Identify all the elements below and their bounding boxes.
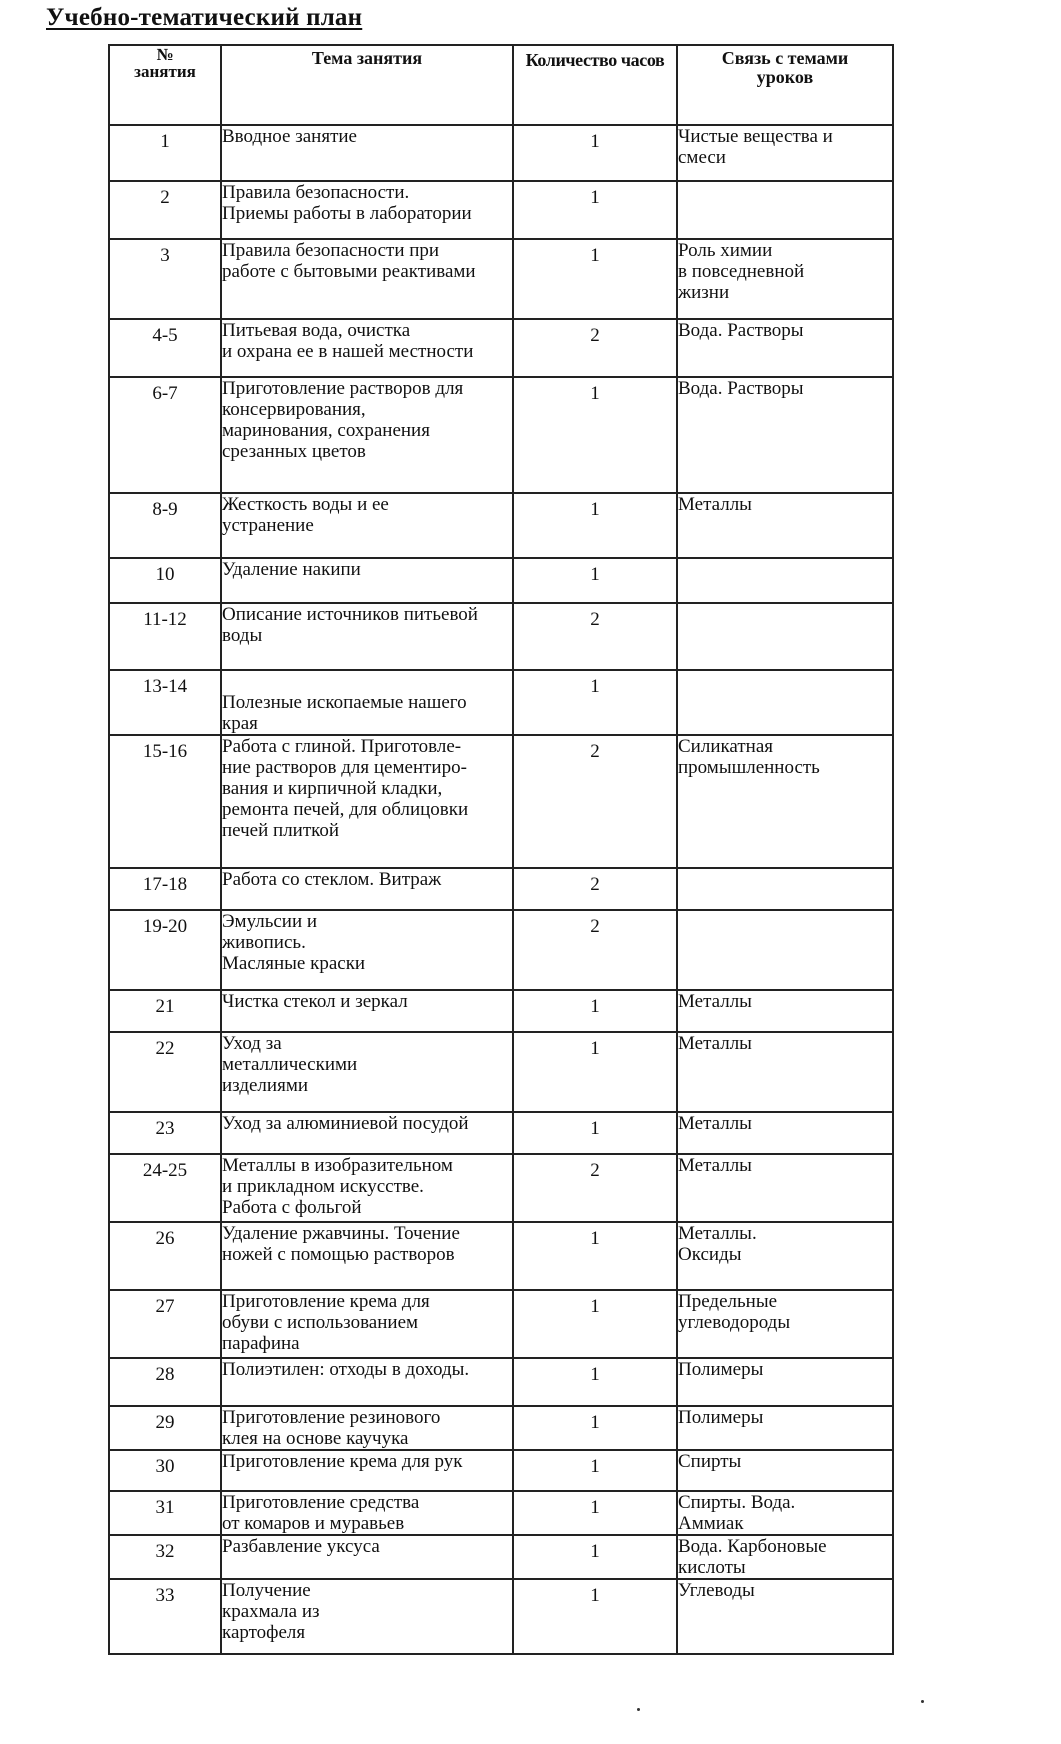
row-hours: 1 [513,1535,677,1579]
table-row [109,1535,893,1579]
row-number: 29 [109,1406,221,1450]
row-hours: 1 [513,558,677,603]
header-hours: Количество часов [513,45,677,125]
row-number: 10 [109,558,221,603]
row-hours: 1 [513,670,677,735]
row-link: Вода. Растворы [677,319,893,377]
row-topic: Описание источников питьевой воды [221,603,513,670]
row-number: 15-16 [109,735,221,868]
row-hours: 1 [513,1222,677,1290]
table-row [109,319,893,377]
row-link [677,910,893,990]
table-row [109,1112,893,1154]
table-row [109,181,893,239]
row-number: 1 [109,125,221,181]
row-number: 22 [109,1032,221,1112]
table-row [109,735,893,868]
row-hours: 1 [513,1406,677,1450]
row-topic: Питьевая вода, очистка и охрана ее в нашей местности [221,319,513,377]
table-row [109,670,893,735]
row-link: Предельные углеводороды [677,1290,893,1358]
table-row [109,558,893,603]
row-hours: 2 [513,319,677,377]
table-row [109,1032,893,1112]
row-link [677,670,893,735]
row-number: 24-25 [109,1154,221,1222]
row-hours: 1 [513,1450,677,1491]
scan-dot [637,1708,640,1711]
row-topic: Работа с глиной. Приготовле- ние растворов для цементиро- вания и кирпичной кладки, ремонта печей, для облицовки печей плиткой [221,735,513,868]
row-number: 27 [109,1290,221,1358]
row-hours: 2 [513,1154,677,1222]
row-number: 19-20 [109,910,221,990]
table-row [109,868,893,910]
row-hours: 1 [513,1358,677,1406]
row-hours: 1 [513,239,677,319]
row-topic: Удаление накипи [221,558,513,603]
table-row [109,377,893,493]
row-link [677,603,893,670]
lesson-plan-table [108,44,894,1655]
row-hours: 1 [513,1112,677,1154]
row-hours: 1 [513,377,677,493]
row-number: 17-18 [109,868,221,910]
row-hours: 1 [513,181,677,239]
table-row [109,603,893,670]
row-link [677,181,893,239]
row-topic: Разбавление уксуса [221,1535,513,1579]
row-number: 11-12 [109,603,221,670]
row-link: Спирты [677,1450,893,1491]
page-title: Учебно-тематический план [46,4,363,31]
row-number: 21 [109,990,221,1032]
row-link [677,558,893,603]
row-link: Вода. Карбоновые кислоты [677,1535,893,1579]
row-topic: Уход за алюминиевой посудой [221,1112,513,1154]
row-number: 31 [109,1491,221,1535]
row-topic: Работа со стеклом. Витраж [221,868,513,910]
row-number: 4-5 [109,319,221,377]
row-link: Металлы [677,1032,893,1112]
row-link: Силикатная промышленность [677,735,893,868]
row-hours: 2 [513,868,677,910]
row-topic: Жесткость воды и ее устранение [221,493,513,558]
row-link: Металлы [677,990,893,1032]
row-number: 23 [109,1112,221,1154]
row-number: 26 [109,1222,221,1290]
row-number: 6-7 [109,377,221,493]
row-hours: 1 [513,990,677,1032]
row-topic: Приготовление средства от комаров и муравьев [221,1491,513,1535]
table-row [109,1406,893,1450]
row-number: 13-14 [109,670,221,735]
table-row [109,239,893,319]
row-link: Спирты. Вода. Аммиак [677,1491,893,1535]
table-row [109,1222,893,1290]
table-row [109,990,893,1032]
table-row [109,125,893,181]
row-topic: Металлы в изобразительном и прикладном искусстве. Работа с фольгой [221,1154,513,1222]
row-link: Роль химии в повседневной жизни [677,239,893,319]
row-hours: 2 [513,603,677,670]
row-link: Металлы [677,1112,893,1154]
row-hours: 2 [513,910,677,990]
row-number: 33 [109,1579,221,1654]
row-hours: 1 [513,1290,677,1358]
header-number: № занятия [109,45,221,125]
row-topic: Полиэтилен: отходы в доходы. [221,1358,513,1406]
row-hours: 1 [513,1491,677,1535]
row-topic: Вводное занятие [221,125,513,181]
row-link: Чистые вещества и смеси [677,125,893,181]
row-topic: Уход за металлическими изделиями [221,1032,513,1112]
row-topic: Правила безопасности при работе с бытовыми реактивами [221,239,513,319]
row-topic: Приготовление крема для рук [221,1450,513,1491]
row-link: Металлы. Оксиды [677,1222,893,1290]
row-link: Полимеры [677,1406,893,1450]
row-hours: 1 [513,125,677,181]
row-link [677,868,893,910]
row-topic: Удаление ржавчины. Точение ножей с помощью растворов [221,1222,513,1290]
table-row [109,1579,893,1654]
row-topic: Приготовление резинового клея на основе каучука [221,1406,513,1450]
row-topic: Приготовление растворов для консервирования, маринования, сохранения срезанных цветов [221,377,513,493]
row-link: Углеводы [677,1579,893,1654]
row-hours: 1 [513,493,677,558]
row-number: 8-9 [109,493,221,558]
row-number: 28 [109,1358,221,1406]
table-row [109,1358,893,1406]
row-link: Металлы [677,493,893,558]
table-row [109,1491,893,1535]
header-topic: Тема занятия [221,45,513,125]
row-number: 32 [109,1535,221,1579]
table-row [109,493,893,558]
table-row [109,1154,893,1222]
row-link: Полимеры [677,1358,893,1406]
row-topic: Эмульсии и живопись. Масляные краски [221,910,513,990]
row-number: 2 [109,181,221,239]
table-row [109,1450,893,1491]
row-number: 30 [109,1450,221,1491]
table-header-row [109,45,893,125]
row-hours: 2 [513,735,677,868]
row-topic: Получение крахмала из картофеля [221,1579,513,1654]
row-number: 3 [109,239,221,319]
row-topic: Полезные ископаемые нашего края [221,670,513,735]
table-row [109,1290,893,1358]
table-row [109,910,893,990]
row-topic: Правила безопасности. Приемы работы в лаборатории [221,181,513,239]
row-hours: 1 [513,1032,677,1112]
row-topic: Приготовление крема для обуви с использованием парафина [221,1290,513,1358]
scan-dot [921,1700,924,1703]
row-topic: Чистка стекол и зеркал [221,990,513,1032]
row-link: Металлы [677,1154,893,1222]
header-link: Связь с темами уроков [677,45,893,125]
row-link: Вода. Растворы [677,377,893,493]
row-hours: 1 [513,1579,677,1654]
